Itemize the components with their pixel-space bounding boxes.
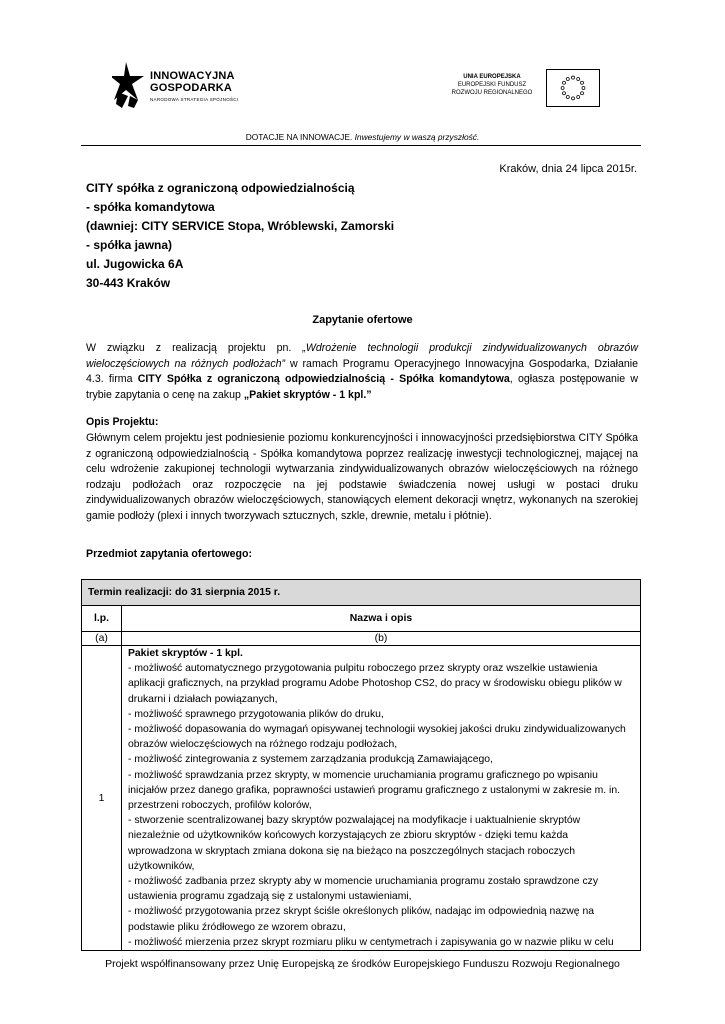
logo-line-1: INNOWACYJNA	[150, 70, 235, 82]
intro-text-3: , ogłasza postępowanie w trybie zapytania o cenę na zakup	[86, 373, 638, 401]
project-description-heading: Opis Projektu:	[86, 416, 159, 428]
eu-line-3: ROZWOJU REGIONALNEGO	[451, 90, 533, 96]
header-divider	[81, 145, 641, 146]
item-line: - możliwość dopasowania do wymagań opisywanej technologii wysokiej jakości druku zindywidualizowanych obrazów wieloczęściowych na różnego rodzaju podłożach,	[127, 724, 626, 751]
header-lp: l.p.	[82, 606, 122, 632]
eu-line-1: UNIA EUROPEJSKA	[463, 74, 521, 80]
offer-table	[81, 579, 641, 951]
row-number: 1	[82, 646, 122, 951]
tagline-main: DOTACJE NA INNOWACJE.	[245, 132, 353, 142]
eu-logo	[446, 69, 600, 109]
intro-paragraph	[86, 341, 638, 403]
item-line: - możliwość sprawnego przygotowania plików do druku,	[127, 708, 384, 720]
address-line: 30-443 Kraków	[86, 276, 171, 290]
item-line: - możliwość zadbania przez skrypty aby w momencie uruchamiania programu zostało sprawdzone czy ustawienia programu zgadzają się z ustalonymi ustawieniami,	[127, 876, 599, 903]
logo-line-2: GOSPODARKA	[150, 82, 233, 94]
sub-header-b: (b)	[121, 632, 640, 646]
item-line: - stworzenie scentralizowanej bazy skryptów pozwalającej na modyfikacje i uaktualnienie skryptów niezależnie od użytkowników końcowych korzystających ze zbioru skryptów - dzięki temu każda wprowadzona w skryptach zmiana dokona się na bieżąco na poszczególnych stacjach roboczych użytkowników,	[127, 815, 581, 872]
recipient-address	[86, 179, 506, 293]
item-line: - możliwość automatycznego przygotowania pulpitu roboczego przez skrypty oraz wszelkie ustawienia aplikacji graficznych, na przykład programu Adobe Photoshop CS2, do pracy w środowisku obiegu plików w drukarni i działach powiązanych,	[127, 663, 622, 705]
tagline	[0, 132, 725, 142]
item-title: Pakiet skryptów - 1 kpl.	[127, 648, 243, 659]
document-title: Zapytanie ofertowe	[312, 314, 413, 326]
project-description: Głównym celem projektu jest podniesienie poziomu konkurencyjności i innowacyjności przedsiębiorstwa CITY Spółka z ograniczoną odpowiedzialnością - Spółka komandytowa poprzez realizację inwestycji technologicznej, mającej na celu wdrożenie zakupionej technologii wytwarzania zindywidualizowanych obrazów wieloczęściowych na różnego rodzaju podłożach oraz rozpoczęcie na jej podstawie świadczenia nowej usługi w postaci druku zindywidualizowanych obrazów wieloczęściowych, stanowiących element dekoracji wnętrz, wykonanych na szerokiej gamie podłoży (plexi i innych tworzywach sztucznych, szkle, drewnie, metalu i płótnie).	[86, 432, 638, 522]
item-description	[121, 646, 640, 951]
item-line: - możliwość sprawdzania przez skrypty, w momencie uruchamiania programu graficznego po wpisaniu inicjałów przez danego grafika, poprawności ustawień programu graficznego z ustalonymi w zakresie m. in. przestrzeni roboczych, profilów kolorów,	[127, 769, 621, 812]
eu-line-2: EUROPEJSKI FUNDUSZ	[457, 82, 527, 88]
address-line: - spółka komandytowa	[86, 200, 215, 214]
document-date: Kraków, dnia 24 lipca 2015r.	[499, 163, 637, 175]
sub-header-a: (a)	[82, 632, 122, 646]
item-line: - możliwość zintegrowania z systemem zarządzania produkcją Zamawiającego,	[127, 754, 493, 766]
subject-heading: Przedmiot zapytania ofertowego:	[86, 548, 252, 560]
logo-subtitle: NARODOWA STRATEGIA SPÓJNOŚCI	[150, 97, 239, 102]
project-name: „Wdrożenie technologii produkcji zindywidualizowanych obrazów wieloczęściowych na różnych podłożach”	[86, 342, 638, 370]
item-line: - możliwość przygotowania przez skrypt ściśle określonych plików, nadając im odpowiednią nazwę na podstawie pliku źródłowego ze wzorem obrazu,	[127, 906, 595, 933]
star-logo-icon	[112, 62, 146, 108]
eu-flag-icon	[546, 69, 600, 107]
address-line: CITY spółka z ograniczoną odpowiedzialnością	[86, 181, 355, 195]
header-name: Nazwa i opis	[121, 606, 640, 632]
innowacyjna-gospodarka-logo	[112, 62, 262, 110]
purchase-item: „Pakiet skryptów - 1 kpl.”	[243, 388, 372, 401]
intro-text-2: w ramach Programu Operacyjnego Innowacyjna Gospodarka, Działanie 4.3. firma	[86, 357, 638, 385]
table-row	[82, 646, 641, 951]
address-line: ul. Jugowicka 6A	[86, 257, 184, 271]
company-name: CITY Spółka z ograniczoną odpowiedzialnością - Spółka komandytowa	[137, 373, 510, 385]
tagline-italic: Inwestujemy w waszą przyszłość.	[354, 132, 480, 142]
intro-text-1: W związku z realizacją projektu pn.	[86, 342, 303, 354]
item-line: - możliwość mierzenia przez skrypt rozmiaru pliku w centymetrach i zapisywania go w nazwie pliku w celu	[127, 936, 614, 948]
address-line: (dawniej: CITY SERVICE Stopa, Wróblewski, Zamorski	[86, 219, 395, 233]
footer-text: Projekt współfinansowany przez Unię Europejską ze środków Europejskiego Funduszu Rozwoju Regionalnego	[105, 958, 620, 970]
deadline-cell: Termin realizacji: do 31 sierpnia 2015 r.	[82, 580, 641, 606]
address-line: - spółka jawna)	[86, 238, 173, 252]
